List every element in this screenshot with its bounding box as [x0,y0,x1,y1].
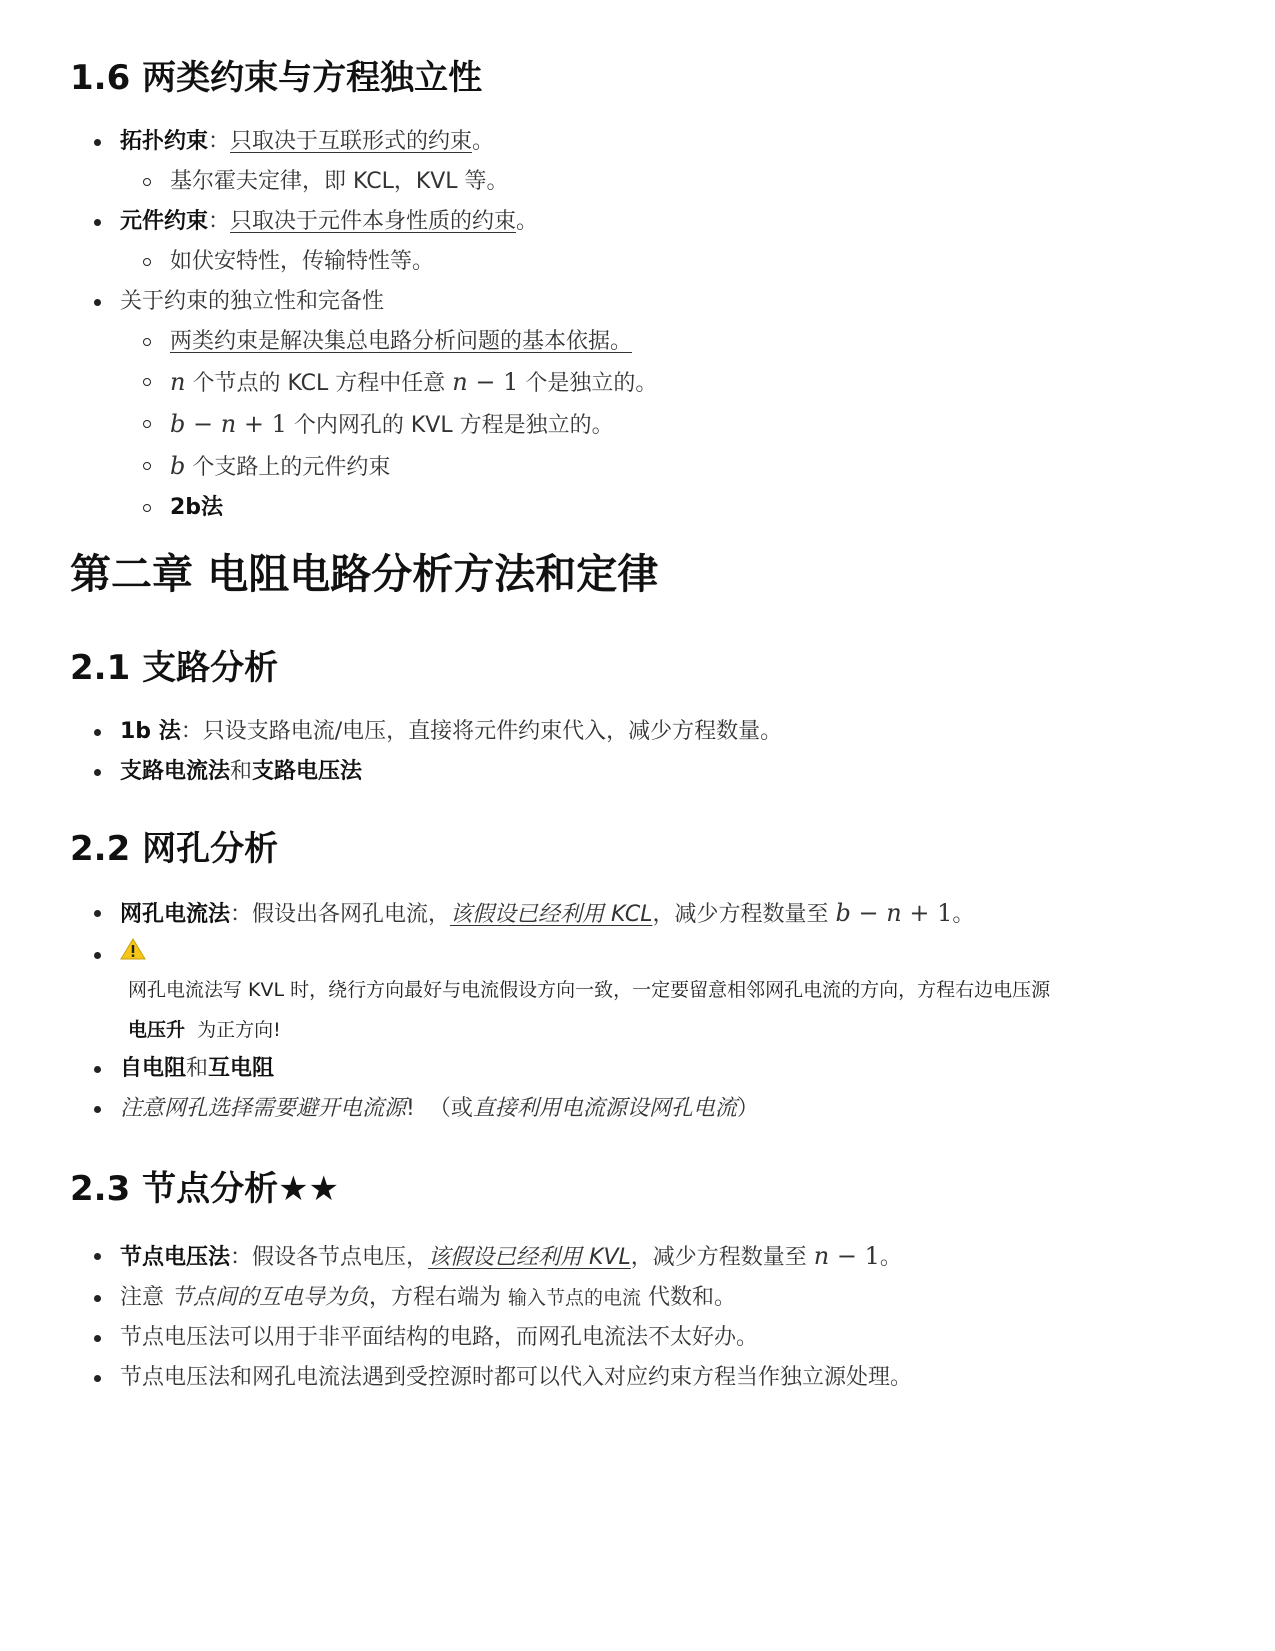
colon: ： [230,902,253,927]
list-item-branch-methods [70,752,1205,792]
mutual-resistance: 互电阻 [208,1056,275,1081]
node-kvl-emphasis: 该假设已经利用 KVL [428,1245,631,1270]
list-item-current-source-note [70,1089,1205,1129]
algebraic-sum-text: 代数和。 [641,1285,737,1310]
list-item-mutual-conductance [70,1278,1205,1318]
list-item-branch-constraints [70,446,1205,488]
list-item-nonplanar: 节点电压法可以用于非平面结构的电路，而网孔电流法不太好办。 [70,1318,1205,1358]
section-2-3-title: 2.3 节点分析★★ [70,1169,340,1209]
section-2-2-list [70,893,1205,975]
list-item-1b-method [70,712,1205,752]
mesh-current-label: 网孔电流法 [120,902,231,927]
section-1-6-list [70,122,1205,528]
2b-method-label: 2b法 [170,495,224,520]
close-paren: ） [736,1096,759,1121]
branch-text: 个支路上的元件约束 [185,455,391,480]
section-2-2-list-cont [70,1049,1205,1129]
period: 。 [472,129,495,154]
math-n: n [220,410,237,438]
avoid-current-source: 注意网孔选择需要避开电流源 [120,1096,407,1121]
list-item-2b-method [70,488,1205,528]
mesh-kcl-emphasis: 该假设已经利用 KCL [450,902,653,927]
voltage-rise-label: 电压升 [128,1019,186,1041]
section-2-2-title: 2.2 网孔分析 [70,829,279,869]
math-n: n [452,368,468,396]
note-text: 注意 [120,1285,171,1310]
or-text: ! （或 [406,1096,473,1121]
warning-line-1: 网孔电流法写 KVL 时，绕行方向最好与电流假设方向一致，一定要留意相邻网孔电流的方向，方程右边电压源 [128,979,1051,1001]
basis-text: 两类约束是解决集总电路分析问题的基本依据。 [170,329,633,354]
node-text: 假设各节点电压， [252,1245,429,1270]
chapter-2-title: 第二章 电阻电路分析方法和定律 [70,550,659,598]
warning-icon [120,935,146,975]
math-minus-one: − 1 [829,1242,880,1270]
branch-current-method: 支路电流法 [120,759,231,784]
math-n: n [170,368,186,396]
list-item-node-voltage [70,1236,1205,1278]
math-n: n [813,1242,830,1270]
rhs-text: ，方程右端为 [369,1285,509,1310]
list-item-independence: 关于约束的独立性和完备性 [70,282,1205,322]
list-item-controlled-source: 节点电压法和网孔电流法遇到受控源时都可以代入对应约束方程当作独立源处理。 [70,1358,1205,1398]
1b-method-text: 只设支路电流/电压，直接将元件约束代入，减少方程数量。 [202,719,783,744]
topology-definition: 只取决于互联形式的约束 [230,129,473,154]
positive-direction-text: 为正方向! [185,1019,281,1041]
and-text: 和 [186,1056,209,1081]
kcl-text: 个节点的 KCL 方程中任意 [185,371,453,396]
section-2-1-list [70,712,1205,792]
math-plus-one: + 1 [236,410,287,438]
kcl-text-end: 个是独立的。 [518,371,658,396]
topology-label: 拓扑约束 [120,129,209,154]
node-text-b: ，减少方程数量至 [630,1245,814,1270]
use-current-source: 直接利用电流源设网孔电流 [472,1096,737,1121]
math-plus-one: + 1 [901,899,953,927]
colon: ： [180,719,203,744]
branch-voltage-method: 支路电压法 [252,759,363,784]
node-voltage-label: 节点电压法 [120,1245,231,1270]
math-b: b [835,899,851,927]
list-item-kcl-independent [70,362,1205,404]
and-text: 和 [230,759,253,784]
list-item-resistances [70,1049,1205,1089]
warning-line-2 [128,1010,1218,1050]
list-item-mesh-current [70,893,1205,935]
period: 。 [952,902,975,927]
list-item-topology [70,122,1205,162]
input-node-current: 输入节点的电流 [508,1287,642,1309]
mesh-text-b: ，减少方程数量至 [652,902,836,927]
element-label: 元件约束 [120,209,209,234]
mesh-text: 假设出各网孔电流， [252,902,451,927]
math-b: b [170,410,186,438]
section-2-1-title: 2.1 支路分析 [70,648,279,688]
colon: ： [208,209,231,234]
list-item-kirchhoff: 基尔霍夫定律，即 KCL，KVL 等。 [70,162,1205,202]
math-minus: − [185,410,221,438]
section-2-3-list [70,1236,1205,1398]
colon: ： [230,1245,253,1270]
self-resistance: 自电阻 [120,1056,187,1081]
section-1-6-title: 1.6 两类约束与方程独立性 [70,58,483,98]
1b-method-label: 1b 法 [120,719,181,744]
list-item-element [70,202,1205,242]
list-item-warning [70,935,1205,975]
colon: ： [208,129,231,154]
list-item-basis [70,322,1205,362]
math-minus: − [850,899,887,927]
math-n: n [886,899,902,927]
list-item-kvl-independent [70,404,1205,446]
list-item-vi-characteristic: 如伏安特性，传输特性等。 [70,242,1205,282]
element-definition: 只取决于元件本身性质的约束 [230,209,517,234]
mutual-conductance-negative: 节点间的互电导为负 [171,1285,370,1310]
math-b: b [170,452,186,480]
period: 。 [879,1245,902,1270]
math-minus-one: − 1 [467,368,519,396]
kvl-text: 个内网孔的 KVL 方程是独立的。 [286,413,614,438]
warning-note [70,970,1218,1050]
period: 。 [516,209,539,234]
